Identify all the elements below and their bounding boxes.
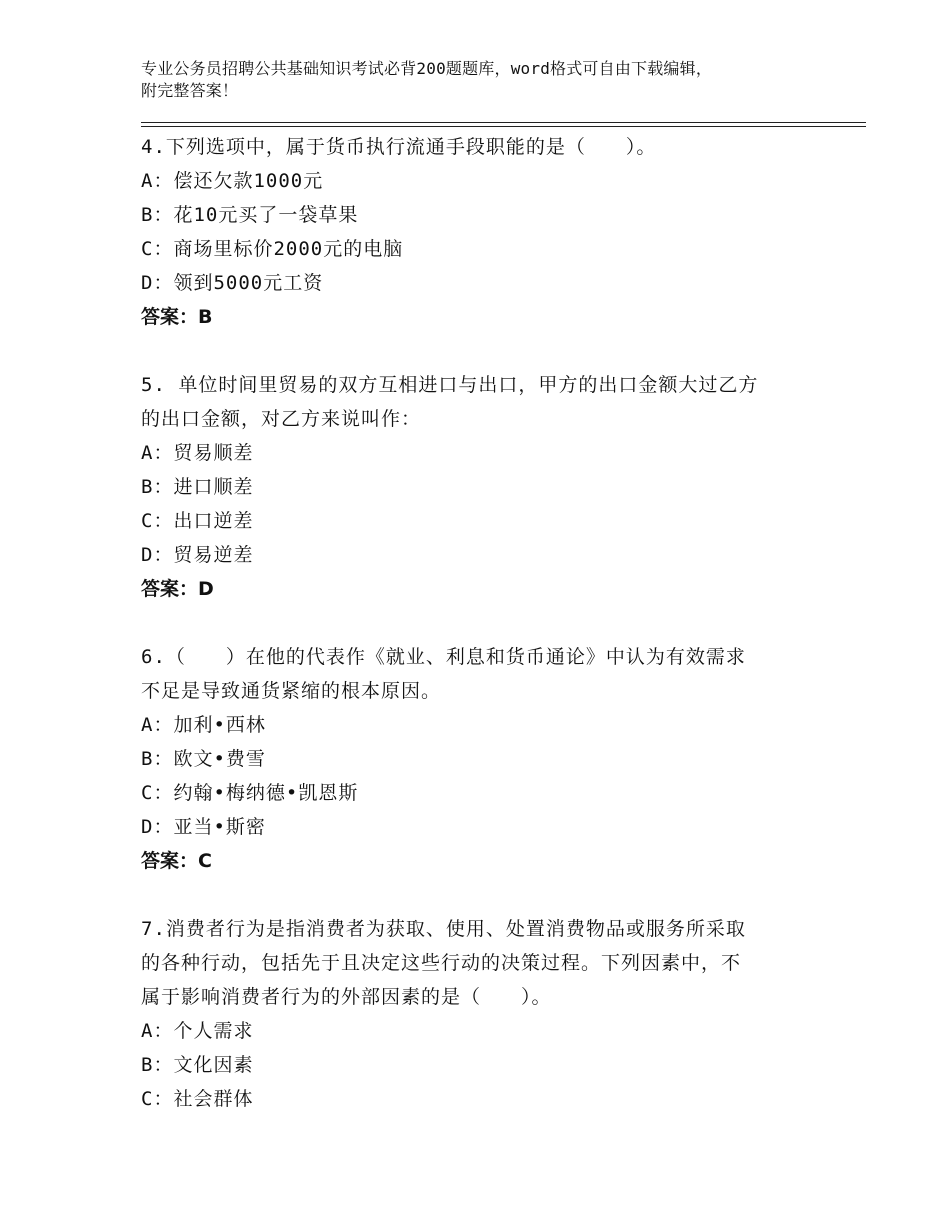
option-b: B：进口顺差: [141, 476, 254, 498]
question-stem: 4.下列选项中，属于货币执行流通手段职能的是（ ）。: [141, 136, 657, 158]
spacer: [141, 334, 841, 368]
answer-label: 答案：C: [141, 850, 212, 872]
document-header: [141, 58, 861, 102]
option-d: D：亚当•斯密: [141, 816, 266, 838]
option-b: B：文化因素: [141, 1054, 254, 1076]
option-a: A：个人需求: [141, 1020, 254, 1042]
question-stem-line-2: 的出口金额，对乙方来说叫作：: [141, 408, 422, 430]
option-a: A：贸易顺差: [141, 442, 254, 464]
header-divider-bottom: [141, 126, 866, 127]
option-c: C：商场里标价2000元的电脑: [141, 238, 404, 260]
option-c: C：社会群体: [141, 1088, 254, 1110]
option-c: C：约翰•梅纳德•凯恩斯: [141, 782, 359, 804]
answer-label: 答案：D: [141, 578, 214, 600]
question-stem-line-1: 7.消费者行为是指消费者为获取、使用、处置消费物品或服务所采取: [141, 918, 746, 940]
option-b: B：花10元买了一袋草果: [141, 204, 359, 226]
question-list: [141, 130, 841, 1116]
question-7: [141, 912, 841, 1116]
header-divider-top: [141, 122, 866, 123]
question-5: [141, 368, 841, 606]
option-a: A：加利•西林: [141, 714, 266, 736]
answer-label: 答案：B: [141, 306, 213, 328]
option-a: A：偿还欠款1000元: [141, 170, 324, 192]
question-6: [141, 640, 841, 878]
option-b: B：欧文•费雪: [141, 748, 266, 770]
header-line-2: 附完整答案！: [141, 81, 239, 100]
header-line-1: 专业公务员招聘公共基础知识考试必背200题题库，word格式可自由下载编辑，: [141, 59, 713, 78]
spacer: [141, 878, 841, 912]
question-stem-line-1: 5. 单位时间里贸易的双方互相进口与出口，甲方的出口金额大过乙方: [141, 374, 759, 396]
question-stem-line-1: 6.（ ）在他的代表作《就业、利息和货币通论》中认为有效需求: [141, 646, 746, 668]
option-c: C：出口逆差: [141, 510, 254, 532]
spacer: [141, 606, 841, 640]
option-d: D：贸易逆差: [141, 544, 254, 566]
question-4: [141, 130, 841, 334]
question-stem-line-3: 属于影响消费者行为的外部因素的是（ ）。: [141, 986, 552, 1008]
option-d: D：领到5000元工资: [141, 272, 324, 294]
question-stem-line-2: 的各种行动，包括先于且决定这些行动的决策过程。下列因素中，不: [141, 952, 742, 974]
question-stem-line-2: 不足是导致通货紧缩的根本原因。: [141, 680, 442, 702]
